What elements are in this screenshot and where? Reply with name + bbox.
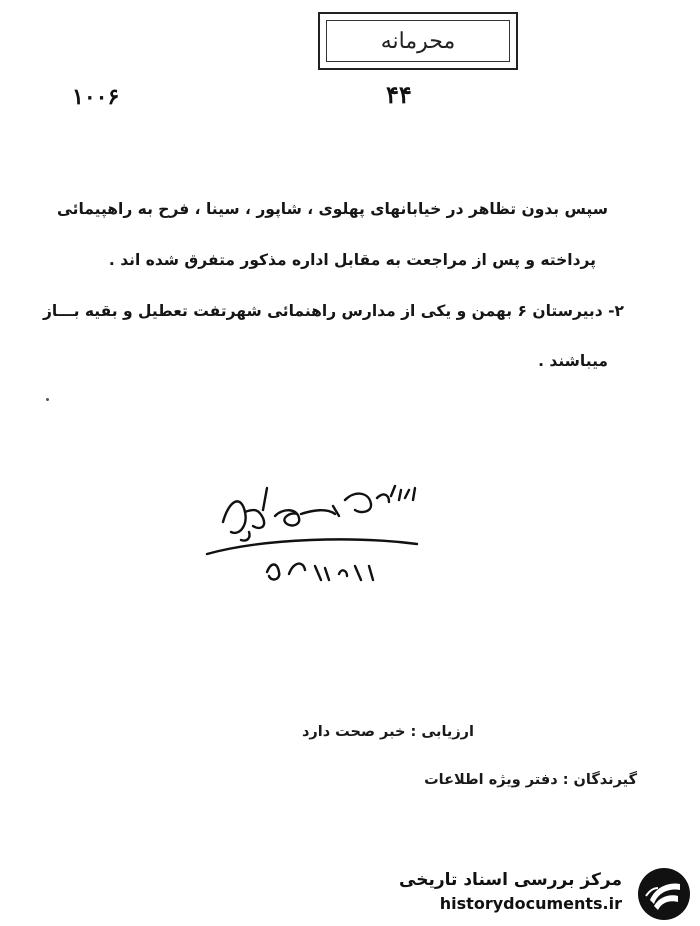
recipients-line: گیرندگان : دفتر ویژه اطلاعات xyxy=(424,772,637,788)
handwritten-signature xyxy=(205,470,430,600)
body-line-3: ۲- دبیرستان ۶ بهمن و یکی از مدارس راهنمائی شهرتفت تعطیل و بقیه بـــاز xyxy=(43,302,624,320)
assessment-line: ارزیابی : خبر صحت دارد xyxy=(301,724,474,740)
body-line-4: میباشند . xyxy=(538,352,608,370)
watermark-url: historydocuments.ir xyxy=(439,894,622,913)
classification-stamp xyxy=(318,12,518,70)
reference-number: ۱۰۰۶ xyxy=(72,84,120,110)
body-line-2: پرداخته و پس از مراجعت به مقابل اداره مذکور متفرق شده اند . xyxy=(108,251,596,269)
speck-mark xyxy=(46,398,49,401)
stamp-text: محرمانه xyxy=(380,28,456,54)
body-line-1: سپس بدون تظاهر در خیابانهای پهلوی ، شاپور ، سینا ، فرح به راهپیمائی xyxy=(56,200,608,218)
book-emblem-icon xyxy=(636,866,692,922)
page-number: ۴۴ xyxy=(386,80,412,109)
stamp-inner-border xyxy=(326,20,510,62)
watermark-title: مرکز بررسی اسناد تاریخی xyxy=(399,870,622,890)
archive-watermark xyxy=(399,860,700,926)
